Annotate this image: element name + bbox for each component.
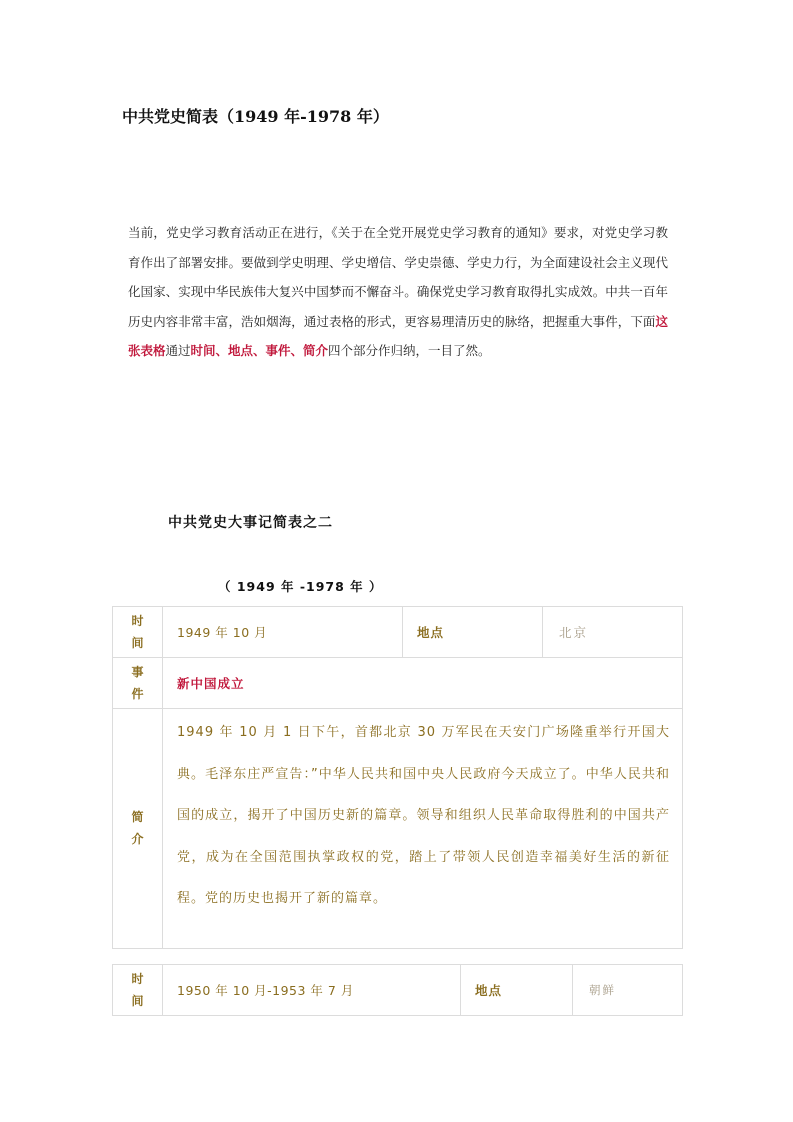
table-row-time	[113, 965, 683, 1016]
place-label: 地点	[403, 607, 543, 658]
event-table-1	[112, 606, 683, 949]
event-value: 新中国成立	[163, 658, 683, 709]
summary-label: 简 介	[113, 709, 163, 949]
time-value: 1950 年 10 月-1953 年 7 月	[163, 965, 461, 1016]
time-value: 1949 年 10 月	[163, 607, 403, 658]
table-row-summary	[113, 709, 683, 949]
event-table-2	[112, 964, 683, 1016]
table-row-time	[113, 607, 683, 658]
intro-text-1: 当前，党史学习教育活动正在进行，《关于在全党开展党史学习教育的通知》要求，对党史学习教育作出了部署安排。要做到学史明理、学史增信、学史崇德、学史力行，为全面建设社会主义现代化国家、实现中华民族伟大复兴中国梦而不懈奋斗。确保党史学习教育取得扎实成效。中共一百年历史内容非常丰富，浩如烟海，通过表格的形式，更容易理清历史的脉络，把握重大事件，下面	[128, 225, 668, 329]
intro-text-2: 通过	[165, 343, 191, 358]
intro-highlight-parts: 时间、地点、事件、简介	[190, 343, 329, 358]
time-label: 时 间	[113, 965, 163, 1016]
page-title: 中共党史简表（1949 年-1978 年）	[122, 107, 389, 126]
place-value: 北京	[543, 607, 683, 658]
intro-paragraph	[128, 218, 668, 366]
summary-value: 1949 年 10 月 1 日下午，首都北京 30 万军民在天安门广场隆重举行开国大典。毛泽东庄严宣告：”中华人民共和国中央人民政府今天成立了。中华人民共和国的成立，揭开了中国历史新的篇章。领导和组织人民革命取得胜利的中国共产党，成为在全国范围执掌政权的党，踏上了带领人民创造幸福美好生活的新征程。党的历史也揭开了新的篇章。	[163, 709, 683, 949]
intro-text-3: 四个部分作归纳，一目了然。	[328, 343, 491, 358]
table-row-event	[113, 658, 683, 709]
place-value: 朝鲜	[573, 965, 683, 1016]
section-subtitle: （ 1949 年 -1978 年 ）	[218, 579, 383, 594]
time-label: 时 间	[113, 607, 163, 658]
section-title: 中共党史大事记简表之二	[168, 515, 333, 531]
event-label: 事 件	[113, 658, 163, 709]
intro-highlight-table: 这张表格	[128, 313, 668, 358]
place-label: 地点	[461, 965, 573, 1016]
